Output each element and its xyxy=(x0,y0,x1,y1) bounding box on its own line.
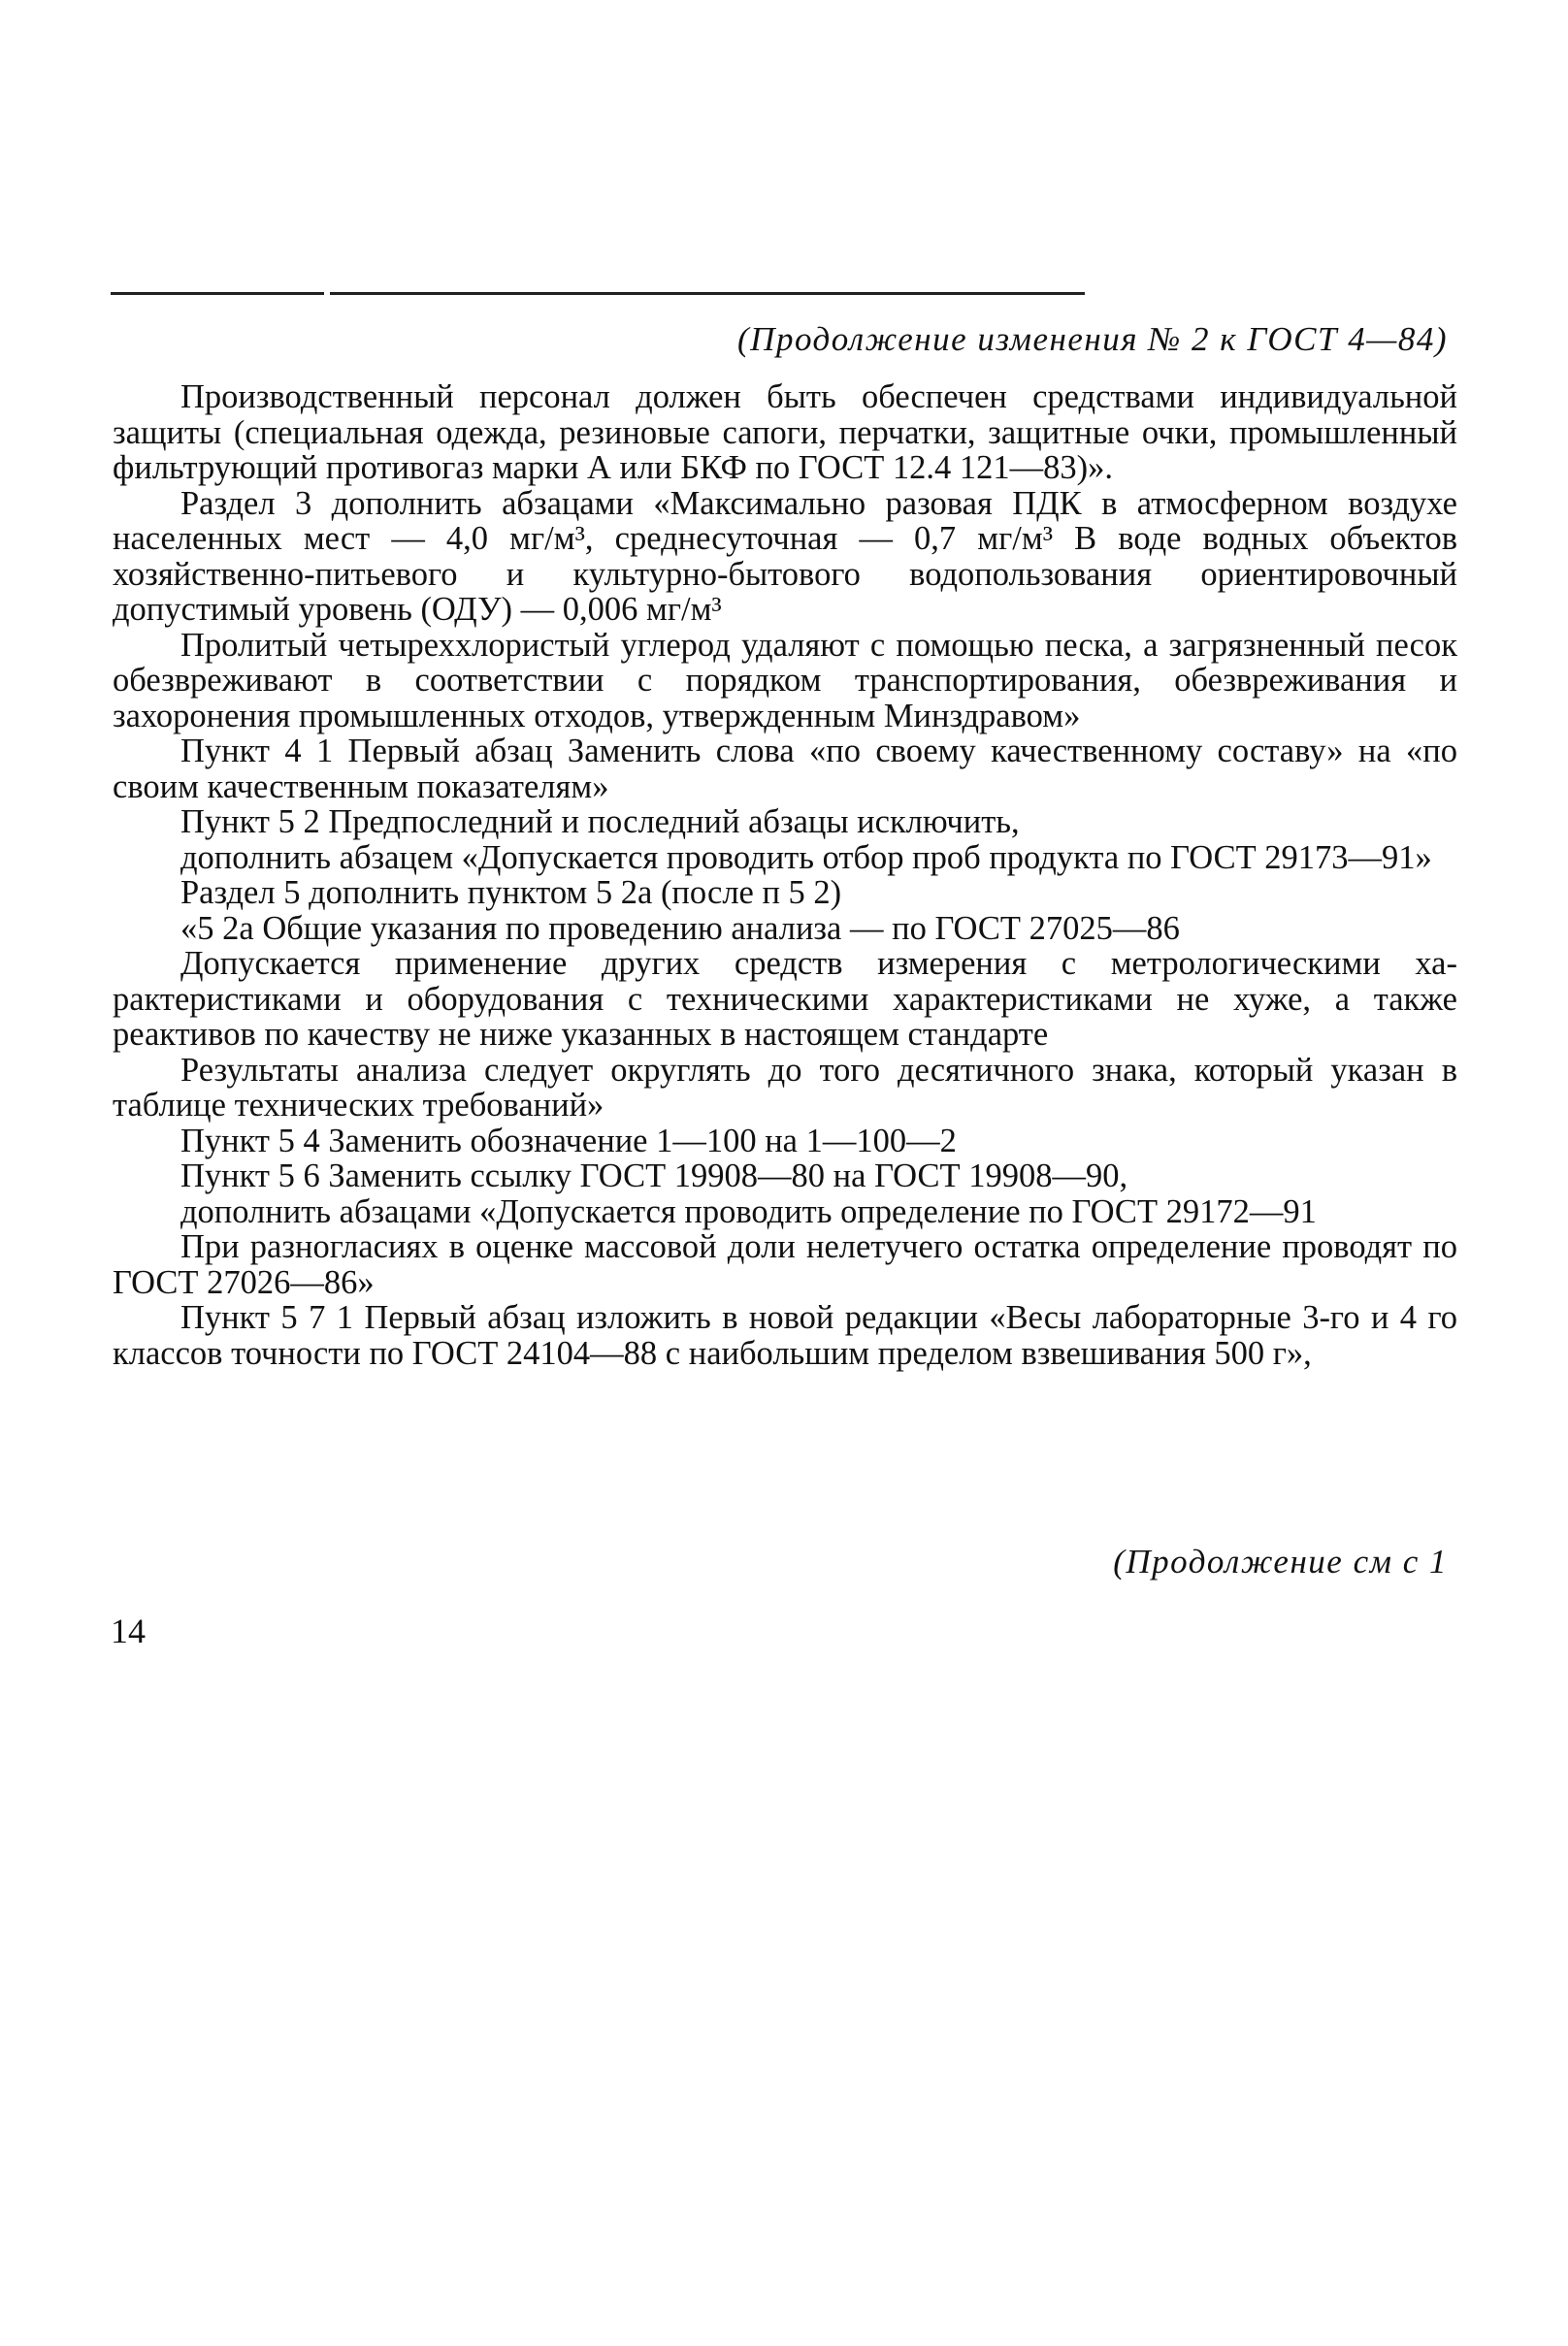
paragraph-6: дополнить абзацем «Допускается проводить отбор проб продукта по ГОСТ 29173—91» xyxy=(180,838,1432,876)
paragraph-15: Пункт 5 7 1 Первый абзац изложить в новой редакции «Весы лабораторные 3-го и 4 го классов точности по ГОСТ 24104—88 с наибольшим пределом взвешивания 500 г», xyxy=(113,1299,1457,1372)
paragraph-14: При разногласиях в оценке массовой доли нелетучего остатка определение проводят по ГОСТ 27026—86» xyxy=(113,1228,1457,1301)
paragraph-2: Раздел 3 дополнить абзацами «Максимально разовая ПДК в атмосферном воздухе населенных мест — 4,0 мг/м³, среднесуточная — 0,7 мг/м³ В воде водных объектов хозяйственно-питьевого и культурно-бытового водопользования ориентировочный допустимый уровень (ОДУ) — 0,006 мг/м³ xyxy=(113,484,1457,628)
paragraph-9: Допускается применение других средств измерения с метрологическими характеристиками и оборудования с техническими характеристиками не хуже, а также реактивов по качеству не ниже указанных в настоящем стандарте xyxy=(113,945,1457,1053)
header-rule-right xyxy=(330,292,1085,295)
paragraph-4: Пункт 4 1 Первый абзац Заменить слова «по своему качественному составу» на «по своим качественным показателям» xyxy=(113,733,1457,805)
continuation-note: (Продолжение см с 1 xyxy=(1113,1543,1448,1580)
paragraph-7: Раздел 5 дополнить пунктом 5 2а (после п 5 2) xyxy=(180,874,842,911)
paragraph-11: Пункт 5 4 Заменить обозначение 1—100 на 1—100—2 xyxy=(180,1122,957,1159)
header-rule-left xyxy=(111,292,324,295)
body-text xyxy=(113,379,1457,1371)
paragraph-10: Результаты анализа следует округлять до того десятичного знака, который указан в таблице технических требований» xyxy=(113,1051,1457,1124)
paragraph-5: Пункт 5 2 Предпоследний и последний абзацы исключить, xyxy=(180,803,1020,840)
paragraph-1: Производственный персонал должен быть обеспечен средствами индивидуальной защиты (специальная одежда, резиновые сапоги, перчатки, защитные очки, промышленный фильтрующий противогаз марки А или БКФ по ГОСТ 12.4 121—83)». xyxy=(113,378,1457,486)
paragraph-13: дополнить абзацами «Допускается проводить определение по ГОСТ 29172—91 xyxy=(180,1192,1317,1230)
page-number: 14 xyxy=(111,1612,146,1650)
continuation-header: (Продолжение изменения № 2 к ГОСТ 4—84) xyxy=(737,320,1448,358)
paragraph-8: «5 2а Общие указания по проведению анализа — по ГОСТ 27025—86 xyxy=(180,909,1180,947)
paragraph-12: Пункт 5 6 Заменить ссылку ГОСТ 19908—80 на ГОСТ 19908—90, xyxy=(180,1157,1128,1194)
paragraph-3: Пролитый четыреххлористый углерод удаляют с помощью песка, а загрязненный песок обезвреживают в соответствии с порядком транспортирования, обезвреживания и захоронения промышленных отходов, утвержденным Минздравом» xyxy=(113,626,1457,734)
